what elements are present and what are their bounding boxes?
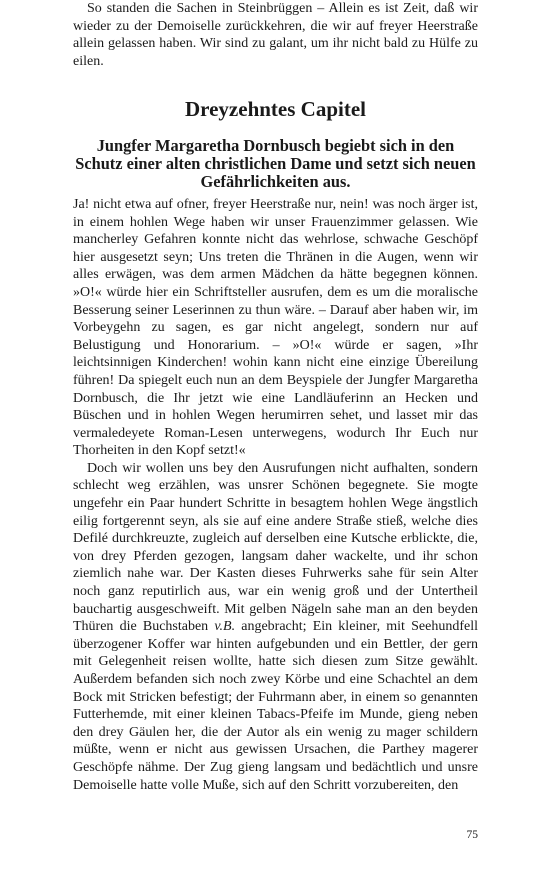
- intro-paragraph: So standen die Sachen in Steinbrüggen – Allein es ist Zeit, daß wir wieder zu der Demoiselle zurückkehren, die wir auf freyer Heerstraße allein gelassen haben. Wir sind zu galant, um ihr nicht bald zu Hülfe zu eilen.: [73, 1, 478, 69]
- page-number: 75: [466, 829, 478, 841]
- chapter-subtitle: Jungfer Margaretha Dornbusch begiebt sich in den Schutz einer alten christlichen Dame und setzt sich neuen Gefährlichkeiten aus.: [75, 135, 476, 191]
- paragraph-2-italic-initials: v.B.: [214, 619, 236, 635]
- chapter-body: [73, 196, 478, 794]
- book-page: [73, 0, 478, 841]
- body-paragraph-1: Ja! nicht etwa auf ofner, freyer Heerstraße nur, nein! was noch ärger ist, in einem hohlen Wege haben wir unser Frauenzimmer gelassen. Wie mancherley Gefahren konnte nicht das wehrlose, schwache Geschöpf hier ausgesetzt seyn; Uns treten die Thränen in die Augen, wenn wir alles erwägen, was dem armen Mädchen da hätte begegnen können. »O!« würde hier ein Schriftsteller ausrufen, dem es um die moralische Besserung seiner Leserinnen zu thun wäre. – Darauf aber haben wir, im Vorbeygehn zu sagen, es gar nicht angelegt, sondern nur auf Belustigung und Honorarium. – »O!« würde er sagen, »Ihr leichtsinnigen Kinderchen! wohin kann nicht eine einzige Übereilung führen! Da spiegelt euch nun an dem Beyspiele der Jungfer Margaretha Dornbusch, die Ihr jetzt wie eine Landläuferinn an Hecken und Büschen und in hohlen Wegen herumirren sehet, und lasset mir das vermaledeyete Roman-Lesen unterwegens, wodurch Ihr Euch nur Thorheiten in den Kopf setzt!«: [73, 196, 478, 459]
- paragraph-2-text-start: Doch wir wollen uns bey den Ausrufungen nicht aufhalten, sondern schlecht weg erzählen, was unsrer Schönen begegnete. Sie mogte ungefehr ein Paar hundert Schritte in besagtem hohlen Wege ängstlich eilig fortgerennt seyn, als sie auf eine andere Straße stieß, welche dies Defilé durchkreuzte, zugleich auf derselben eine Kutsche erblickte, die, von drey Pferden gezogen, langsam daher wackelte, und ihr schon ziemlich nahe war. Der Kasten dieses Fuhrwerks sahe für sein Alter noch ganz reputirlich aus, war ein wenig groß und der Untertheil bauchartig ausgeschweift. Mit gelben Nägeln sahe man an den beyden Thüren die Buchstaben: [73, 460, 478, 635]
- chapter-title: Dreyzehntes Capitel: [185, 97, 366, 122]
- paragraph-2-text-end: angebracht; Ein kleiner, mit Seehundfell überzogener Koffer war hinten aufgebunden und ein Bettler, der gern mit Gelegenheit reisen wollte, hatte sich diesen zum Sitze gewählt. Außerdem befanden sich noch zwey Körbe und eine Schachtel an dem Bock mit Stricken befestigt; der Fuhrmann aber, in einem so genannten Futterhemde, mit einer kleinen Tabacs-Pfeife im Munde, gieng neben den drey Gäulen her, die der Autor als ein wenig zu mager schildern müßte, wenn er nicht aus gewissen Ursachen, die Parthey magerer Geschöpfe nähme. Der Zug gieng langsam und bedächtlich und unsre Demoiselle hatte volle Muße, sich auf den Schritt vorzubereiten, den: [73, 619, 478, 793]
- body-paragraph-2: [73, 460, 478, 794]
